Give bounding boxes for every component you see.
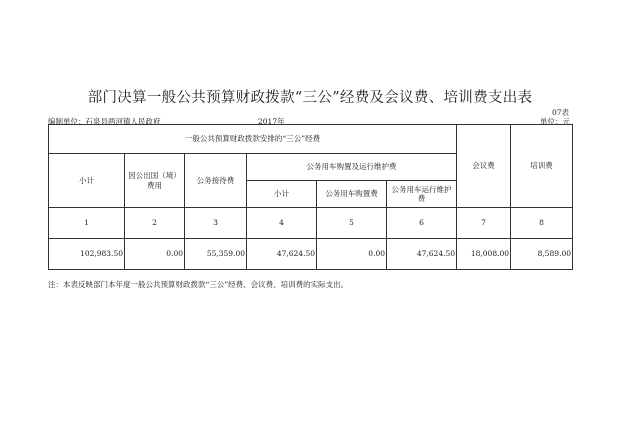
vehicle-subtotal-header: 小计 [247,181,317,208]
expenditure-table [48,124,573,270]
page-title: 部门决算一般公共预算财政拨款“三公”经费及会议费、培训费支出表 [87,90,533,106]
year-label: 2017年 [258,117,285,126]
footnote: 注：本表反映部门本年度一般公共预算财政拨款“三公”经费、会议费、培训费的实际支出。 [48,280,349,289]
value-meeting: 18,008.00 [457,239,511,270]
column-number-row [49,208,573,239]
column-number: 7 [457,208,511,239]
value-reception: 55,359.00 [185,239,247,270]
organization-label: 编制单位：石泉县两河镇人民政府 [48,117,161,126]
vehicle-purchase-header: 公务用车购置费 [317,181,387,208]
vehicle-maintenance-header: 公务用车运行维护费 [387,181,457,208]
column-number: 4 [247,208,317,239]
reception-header: 公务接待费 [185,154,247,208]
column-number: 2 [125,208,185,239]
meeting-header: 会议费 [457,125,511,208]
column-number: 5 [317,208,387,239]
value-vehicle-subtotal: 47,624.50 [247,239,317,270]
column-number: 6 [387,208,457,239]
value-training: 8,589.00 [511,239,573,270]
vehicle-group-header: 公务用车购置及运行维护费 [247,154,457,181]
column-number: 1 [49,208,125,239]
value-subtotal: 102,983.50 [49,239,125,270]
subtotal-header: 小计 [49,154,125,208]
value-vehicle-purchase: 0.00 [317,239,387,270]
unit-label: 单位：元 [540,117,570,126]
training-header: 培训费 [511,125,573,208]
column-number: 8 [511,208,573,239]
form-number: 07表 [551,108,569,117]
value-row [49,239,573,270]
three-public-header: 一般公共预算财政拨款安排的“三公”经费 [49,125,457,154]
value-abroad: 0.00 [125,239,185,270]
column-number: 3 [185,208,247,239]
abroad-header: 因公出国（境）费用 [125,154,185,208]
value-vehicle-maintenance: 47,624.50 [387,239,457,270]
